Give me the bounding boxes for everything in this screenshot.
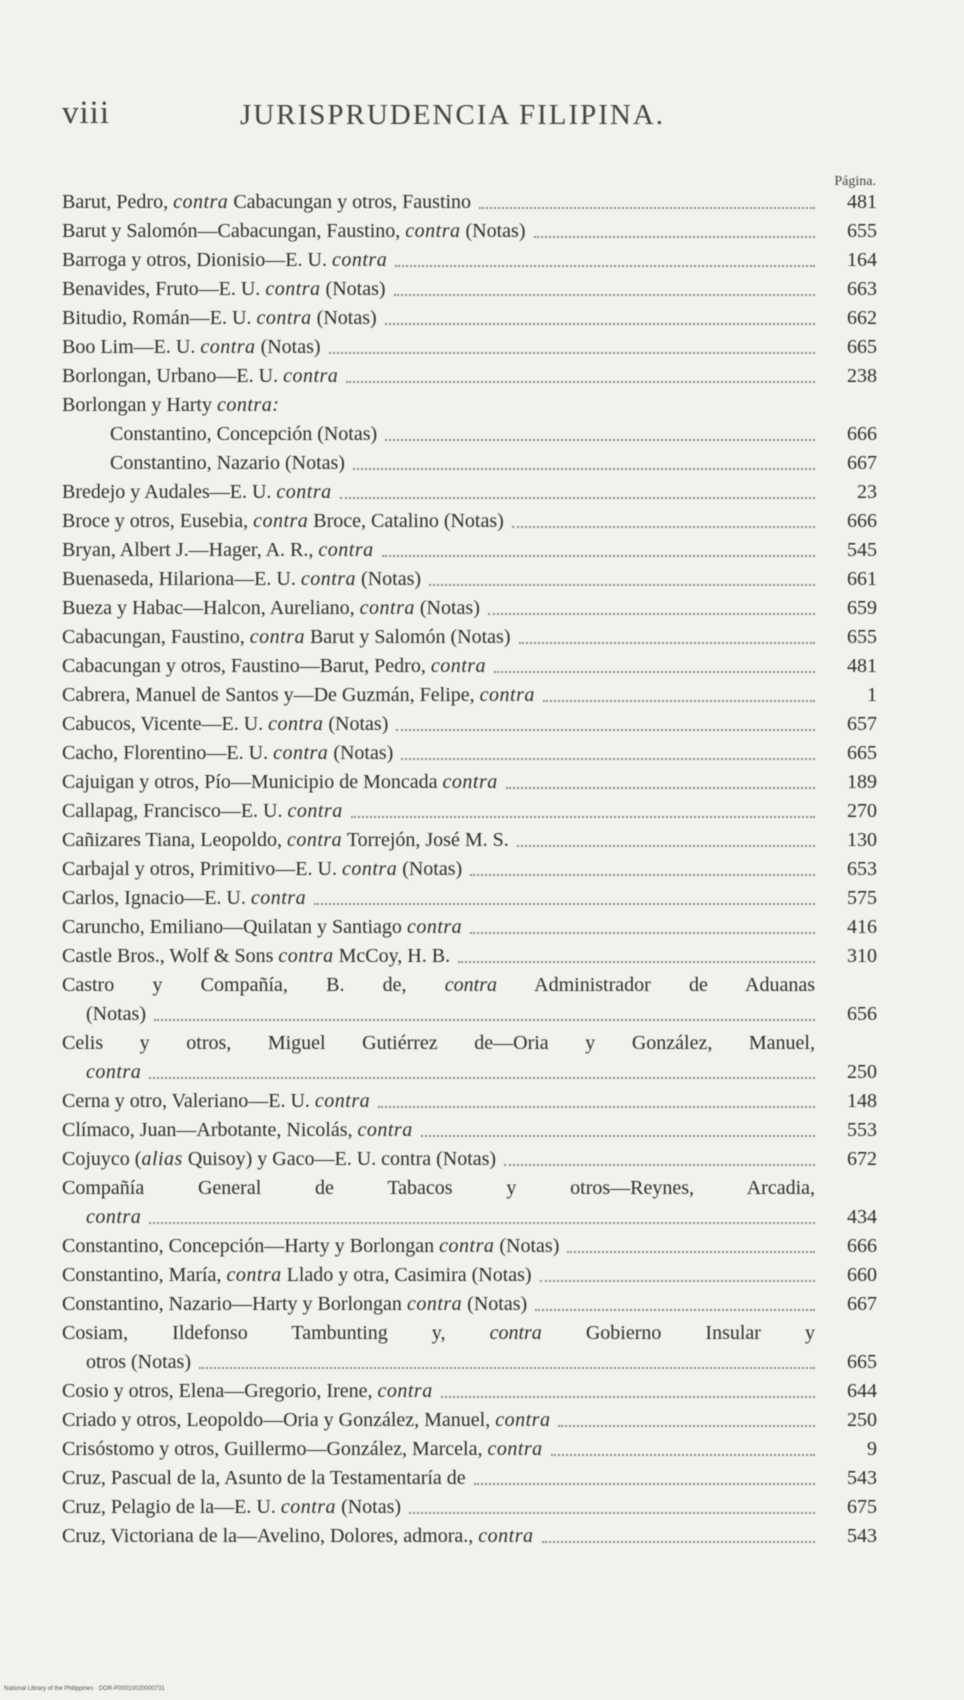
entry-contra: contra <box>268 713 324 735</box>
entry-contra: contra: <box>216 394 280 416</box>
dot-leader <box>534 236 816 238</box>
entry-contra: contra <box>86 1206 142 1228</box>
entry-contra: alias <box>141 1148 183 1170</box>
entry-text <box>62 1319 877 1348</box>
entry-name: Cruz, Pelagio de la—E. U. <box>62 1496 281 1518</box>
entry-contra: contra <box>479 684 535 706</box>
entry-text <box>62 1406 550 1435</box>
page-ref: 672 <box>847 1148 877 1170</box>
entry-party: McCoy, H. B. <box>333 945 451 967</box>
entry-continuation <box>62 1348 877 1377</box>
entry-party: Administrador de Aduanas <box>497 974 816 996</box>
index-entry <box>62 565 877 594</box>
entry-party: Llado y otra, Casimira (Notas) <box>281 1264 532 1286</box>
index-entry <box>62 1406 877 1435</box>
entry-party: (Notas) <box>414 597 480 619</box>
entry-party: (Notas) <box>328 742 394 764</box>
page-ref: 660 <box>847 1264 877 1286</box>
entry-contra: contra <box>278 945 334 967</box>
entry-text <box>62 710 388 739</box>
page-ref: 416 <box>847 916 877 938</box>
entry-text <box>62 362 338 391</box>
entry-text <box>62 739 393 768</box>
index-entry <box>62 188 877 217</box>
page-ref: 666 <box>847 1235 877 1257</box>
entry-contra: contra <box>173 191 229 213</box>
entry-party: Torrejón, José M. S. <box>342 829 509 851</box>
page-ref: 481 <box>847 191 877 213</box>
entry-party: Gobierno Insular y <box>541 1322 816 1344</box>
entry-text <box>62 1116 413 1145</box>
entry-text <box>62 797 343 826</box>
index-entry-multiline <box>62 971 877 1029</box>
index-entry <box>62 1522 877 1551</box>
entry-name: Cosio y otros, Elena—Gregorio, Irene, <box>62 1380 378 1402</box>
dot-leader <box>474 1483 815 1485</box>
entry-name: Barut y Salomón—Cabacungan, Faustino, <box>62 220 406 242</box>
dot-leader <box>551 1454 815 1456</box>
page-ref: 481 <box>847 655 877 677</box>
entry-name: Constantino, Nazario (Notas) <box>110 452 345 474</box>
dot-leader <box>535 1309 815 1311</box>
entry-text <box>62 1261 532 1290</box>
dot-leader <box>441 1396 815 1398</box>
entry-contra: contra <box>444 974 498 996</box>
entry-name: Cacho, Florentino—E. U. <box>62 742 274 764</box>
page-ref: 250 <box>847 1409 877 1431</box>
entry-text <box>62 652 486 681</box>
index-entry <box>62 1145 877 1174</box>
entry-name: Borlongan, Urbano—E. U. <box>62 365 284 387</box>
entry-text <box>62 1029 877 1058</box>
entry-name: Caruncho, Emiliano—Quilatan y Santiago <box>62 916 407 938</box>
entry-text <box>62 1145 496 1174</box>
entry-contra: contra <box>286 829 343 851</box>
dot-leader <box>567 1251 815 1253</box>
entry-contra: contra <box>265 278 321 300</box>
entry-text <box>86 1348 191 1377</box>
index-entry <box>62 478 877 507</box>
entry-continuation <box>62 1203 877 1232</box>
entry-contra: contra <box>377 1380 433 1402</box>
entry-name: (Notas) <box>86 1003 146 1025</box>
entry-party: (Notas) <box>320 278 386 300</box>
entry-name: Cañizares Tiana, Leopoldo, <box>62 829 287 851</box>
entry-name: Constantino, Nazario—Harty y Borlongan <box>62 1293 407 1315</box>
entry-contra: contra <box>442 771 498 793</box>
page-ref: 1 <box>867 684 877 706</box>
entry-text <box>62 768 498 797</box>
page-ref: 189 <box>847 771 877 793</box>
entry-name: Bitudio, Román—E. U. <box>62 307 257 329</box>
entry-name: Crisóstomo y otros, Guillermo—González, Marcela, <box>62 1438 488 1460</box>
index-entry <box>62 420 877 449</box>
entry-continuation <box>62 1058 877 1087</box>
entry-contra: contra <box>256 307 312 329</box>
index-entry <box>62 797 877 826</box>
index-entry <box>62 739 877 768</box>
entry-name: Compañía General de Tabacos y otros—Reynes, Arcadia, <box>62 1177 815 1199</box>
entry-name: Cabrera, Manuel de Santos y—De Guzmán, Felipe, <box>62 684 480 706</box>
page-ref: 543 <box>847 1525 877 1547</box>
page-column-heading: Página. <box>834 174 876 189</box>
entry-name: Broce y otros, Eusebia, <box>62 510 254 532</box>
entry-name: Borlongan y Harty <box>62 394 217 416</box>
page-ref: 545 <box>847 539 877 561</box>
index-entry <box>62 1232 877 1261</box>
dot-leader <box>479 207 815 209</box>
entry-text <box>62 913 462 942</box>
dot-leader <box>470 932 815 934</box>
page-ref: 270 <box>847 800 877 822</box>
entry-name: Carbajal y otros, Primitivo—E. U. <box>62 858 342 880</box>
page-ref: 666 <box>847 510 877 532</box>
entry-contra: contra <box>276 481 332 503</box>
entry-name: Clímaco, Juan—Arbotante, Nicolás, <box>62 1119 358 1141</box>
entry-name: Cabacungan, Faustino, <box>62 626 250 648</box>
entry-party: Cabacungan y otros, Faustino <box>228 191 472 213</box>
dot-leader <box>329 352 815 354</box>
entry-party: Broce, Catalino (Notas) <box>308 510 504 532</box>
entry-name: Boo Lim—E. U. <box>62 336 201 358</box>
entry-party: Quisoy) y Gaco—E. U. contra (Notas) <box>182 1148 497 1170</box>
entry-name: Constantino, Concepción—Harty y Borlongan <box>62 1235 440 1257</box>
dot-leader <box>409 1512 815 1514</box>
entry-name: Constantino, Concepción (Notas) <box>110 423 378 445</box>
index-entry <box>62 275 877 304</box>
dot-leader <box>542 1541 816 1543</box>
entry-name: Castro y Compañía, B. de, <box>62 974 445 996</box>
index-entry-multiline <box>62 1174 877 1232</box>
entry-text <box>62 681 535 710</box>
entry-text <box>62 507 504 536</box>
index-entry <box>62 623 877 652</box>
dot-leader <box>395 265 815 267</box>
dot-leader <box>470 874 815 876</box>
entry-contra: contra <box>439 1235 495 1257</box>
dot-leader <box>517 845 815 847</box>
index-entry <box>62 362 877 391</box>
page-ref: 663 <box>847 278 877 300</box>
entry-text <box>62 333 321 362</box>
page-ref: 148 <box>847 1090 877 1112</box>
entry-contra: contra <box>487 1438 543 1460</box>
entry-contra: contra <box>226 1264 282 1286</box>
entry-text <box>62 1290 527 1319</box>
dot-leader <box>494 671 815 673</box>
entry-party: (Notas) <box>255 336 321 358</box>
page-ref: 23 <box>857 481 877 503</box>
index-entry-multiline <box>62 1029 877 1087</box>
entry-contra: contra <box>280 1496 337 1518</box>
entry-contra: contra <box>250 887 307 909</box>
entry-name: Cabacungan y otros, Faustino—Barut, Pedro, <box>62 655 431 677</box>
entry-continuation <box>62 1000 877 1029</box>
entry-contra: contra <box>253 510 309 532</box>
entry-name: Bueza y Habac—Halcon, Aureliano, <box>62 597 360 619</box>
entry-name: Cruz, Victoriana de la—Avelino, Dolores, admora., <box>62 1525 479 1547</box>
entry-text <box>62 275 386 304</box>
index-entry <box>62 304 877 333</box>
entry-contra: contra <box>359 597 415 619</box>
index-entry <box>62 1435 877 1464</box>
entry-name: Barut, Pedro, <box>62 191 174 213</box>
dot-leader <box>340 497 815 499</box>
page-ref: 250 <box>847 1061 877 1083</box>
index-entry <box>62 594 877 623</box>
entry-text <box>62 478 332 507</box>
dot-leader <box>394 294 815 296</box>
entry-contra: contra <box>287 800 343 822</box>
entry-text <box>110 420 377 449</box>
index-entry <box>62 391 877 420</box>
entry-contra: contra <box>318 539 374 561</box>
page-ref: 310 <box>847 945 877 967</box>
dot-leader <box>540 1280 815 1282</box>
dot-leader <box>353 468 815 470</box>
entry-contra: contra <box>430 655 487 677</box>
entry-text <box>86 1203 141 1232</box>
index-entry <box>62 246 877 275</box>
entry-party: (Notas) <box>460 220 526 242</box>
entry-name: Buenaseda, Hilariona—E. U. <box>62 568 301 590</box>
entry-text <box>62 246 387 275</box>
entry-text <box>62 855 462 884</box>
page-ref: 667 <box>847 1293 877 1315</box>
library-footer: National Library of the Philippines · DOR-P00010020000731 <box>4 1686 165 1692</box>
entry-contra: contra <box>200 336 256 358</box>
page-ref: 666 <box>847 423 877 445</box>
page-ref: 665 <box>847 1351 877 1373</box>
dot-leader <box>149 1077 815 1079</box>
index-entry <box>62 536 877 565</box>
entry-contra: contra <box>314 1090 371 1112</box>
entry-name: Bredejo y Audales—E. U. <box>62 481 277 503</box>
index-entry <box>62 1464 877 1493</box>
dot-leader <box>149 1222 815 1224</box>
entry-name: otros (Notas) <box>86 1351 191 1373</box>
index-entry <box>62 681 877 710</box>
page-ref: 644 <box>847 1380 877 1402</box>
entry-text <box>62 304 377 333</box>
entry-text <box>86 1058 141 1087</box>
page-ref: 665 <box>847 336 877 358</box>
entry-contra: contra <box>273 742 329 764</box>
entry-text <box>62 391 877 420</box>
entry-text <box>62 217 526 246</box>
page-ref: 675 <box>847 1496 877 1518</box>
entry-name: Criado y otros, Leopoldo—Oria y González, Manuel, <box>62 1409 496 1431</box>
entry-name: Constantino, María, <box>62 1264 227 1286</box>
entry-contra: contra <box>478 1525 534 1547</box>
page-ref: 656 <box>847 1003 877 1025</box>
page-number: viii <box>62 95 111 131</box>
entry-name: Cruz, Pascual de la, Asunto de la Testamentaría de <box>62 1467 466 1489</box>
index-entry <box>62 1290 877 1319</box>
dot-leader <box>421 1135 815 1137</box>
entry-contra: contra <box>357 1119 413 1141</box>
entry-text <box>62 1435 543 1464</box>
entry-contra: contra <box>283 365 339 387</box>
entry-text <box>62 1377 433 1406</box>
entry-contra: contra <box>249 626 305 648</box>
entry-text <box>62 884 306 913</box>
entry-text <box>62 971 877 1000</box>
entry-party: (Notas) <box>323 713 389 735</box>
entry-text <box>62 1493 401 1522</box>
entry-party: (Notas) <box>397 858 463 880</box>
entry-name: Callapag, Francisco—E. U. <box>62 800 288 822</box>
dot-leader <box>488 613 815 615</box>
entry-contra: contra <box>86 1061 142 1083</box>
entry-contra: contra <box>489 1322 542 1344</box>
entry-name: Cajuigan y otros, Pío—Municipio de Moncada <box>62 771 443 793</box>
page-ref: 659 <box>847 597 877 619</box>
entry-text <box>110 449 345 478</box>
entry-name: Cerna y otro, Valeriano—E. U. <box>62 1090 315 1112</box>
dot-leader <box>558 1425 815 1427</box>
index-entry <box>62 768 877 797</box>
entry-text <box>62 565 421 594</box>
entry-text <box>62 188 471 217</box>
entry-contra: contra <box>495 1409 551 1431</box>
dot-leader <box>506 787 815 789</box>
dot-leader <box>351 816 815 818</box>
index-entry <box>62 1261 877 1290</box>
dot-leader <box>504 1164 815 1166</box>
page-header <box>62 95 882 139</box>
entry-name: Benavides, Fruto—E. U. <box>62 278 266 300</box>
dot-leader <box>378 1106 815 1108</box>
index-entry <box>62 826 877 855</box>
entry-text <box>62 1522 534 1551</box>
dot-leader <box>385 323 815 325</box>
dot-leader <box>401 758 815 760</box>
page-ref: 543 <box>847 1467 877 1489</box>
page-ref: 667 <box>847 452 877 474</box>
dot-leader <box>396 729 815 731</box>
entry-name: Castle Bros., Wolf & Sons <box>62 945 279 967</box>
page-ref: 9 <box>867 1438 877 1460</box>
entry-party: Barut y Salomón (Notas) <box>304 626 511 648</box>
dot-leader <box>385 439 815 441</box>
dot-leader <box>429 584 815 586</box>
entry-name: Barroga y otros, Dionisio—E. U. <box>62 249 332 271</box>
dot-leader <box>458 961 815 963</box>
entry-text <box>62 1174 877 1203</box>
entry-text <box>62 942 450 971</box>
index-entry <box>62 652 877 681</box>
entry-contra: contra <box>406 1293 463 1315</box>
dot-leader <box>512 526 815 528</box>
entry-name: Celis y otros, Miguel Gutiérrez de—Oria y González, Manuel, <box>62 1032 815 1054</box>
entry-contra: contra <box>405 220 461 242</box>
index-entry <box>62 942 877 971</box>
entry-name: Bryan, Albert J.—Hager, A. R., <box>62 539 319 561</box>
dot-leader <box>543 700 815 702</box>
entry-text <box>86 1000 146 1029</box>
page-ref: 657 <box>847 713 877 735</box>
index-entry <box>62 855 877 884</box>
dot-leader <box>519 642 816 644</box>
index-entry <box>62 1116 877 1145</box>
entry-text <box>62 1232 559 1261</box>
entry-party: (Notas) <box>462 1293 528 1315</box>
entry-name: Cojuyco ( <box>62 1148 142 1170</box>
index-entry <box>62 507 877 536</box>
index-entry <box>62 710 877 739</box>
dot-leader <box>346 381 815 383</box>
page-ref: 164 <box>847 249 877 271</box>
entry-text <box>62 1464 466 1493</box>
entry-party: (Notas) <box>336 1496 402 1518</box>
dot-leader <box>314 903 815 905</box>
index-entry <box>62 333 877 362</box>
entry-name: Cabucos, Vicente—E. U. <box>62 713 269 735</box>
page-ref: 653 <box>847 858 877 880</box>
index-entry-multiline <box>62 1319 877 1377</box>
entry-text <box>62 826 509 855</box>
page-ref: 662 <box>847 307 877 329</box>
entry-text <box>62 623 511 652</box>
entry-contra: contra <box>341 858 398 880</box>
entry-text <box>62 594 480 623</box>
entry-party: (Notas) <box>494 1235 560 1257</box>
dot-leader <box>382 555 815 557</box>
index-entry <box>62 1377 877 1406</box>
entry-contra: contra <box>331 249 388 271</box>
page-ref: 655 <box>847 220 877 242</box>
entry-name: Cosiam, Ildefonso Tambunting y, <box>62 1322 490 1344</box>
dot-leader <box>199 1367 815 1369</box>
page-ref: 553 <box>847 1119 877 1141</box>
page-ref: 238 <box>847 365 877 387</box>
running-title: JURISPRUDENCIA FILIPINA. <box>240 99 666 131</box>
page-ref: 665 <box>847 742 877 764</box>
page-ref: 655 <box>847 626 877 648</box>
entry-name: Carlos, Ignacio—E. U. <box>62 887 251 909</box>
index-entry <box>62 913 877 942</box>
entry-party: (Notas) <box>356 568 422 590</box>
entry-contra: contra <box>300 568 357 590</box>
page-ref: 130 <box>847 829 877 851</box>
page-ref: 434 <box>847 1206 877 1228</box>
dot-leader <box>154 1019 815 1021</box>
entry-party: (Notas) <box>311 307 377 329</box>
index-entry <box>62 1087 877 1116</box>
index-entries <box>62 188 877 1551</box>
index-entry <box>62 884 877 913</box>
index-entry <box>62 217 877 246</box>
page-ref: 661 <box>847 568 877 590</box>
page-ref: 575 <box>847 887 877 909</box>
entry-text <box>62 1087 370 1116</box>
index-entry <box>62 449 877 478</box>
entry-contra: contra <box>406 916 463 938</box>
entry-text <box>62 536 374 565</box>
index-entry <box>62 1493 877 1522</box>
